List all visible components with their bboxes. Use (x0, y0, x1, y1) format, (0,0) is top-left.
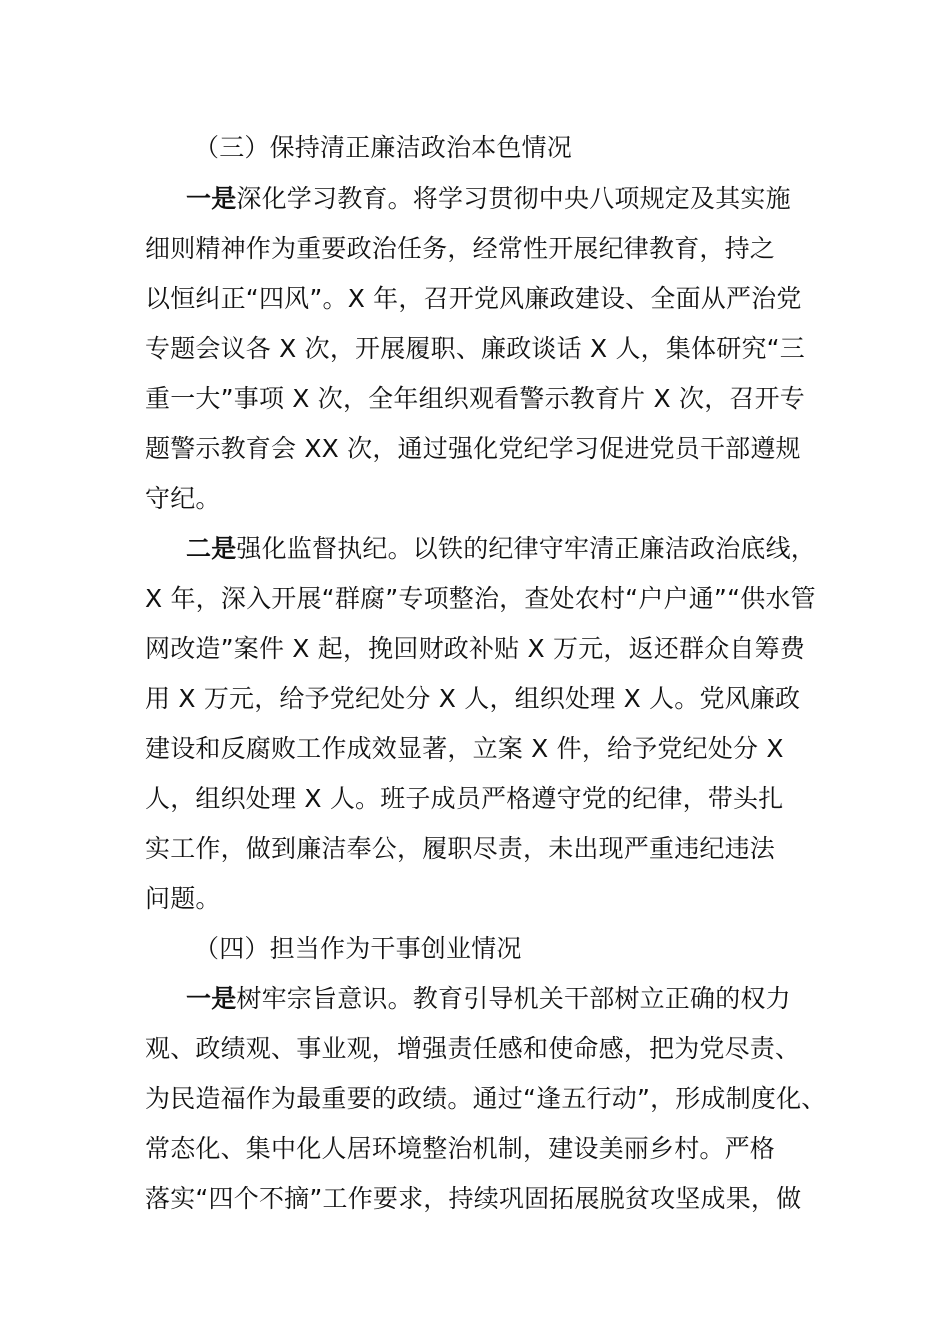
paragraph-line: X 年，深入开展“群腐”专项整治，查处农村“户户通”“供水管 (145, 584, 816, 613)
paragraph-line: 专题会议各 X 次，开展履职、廉政谈话 X 人，集体研究“三 (145, 334, 805, 363)
paragraph-text: 强化监督执纪。以铁的纪律守牢清正廉洁政治底线， (236, 534, 817, 563)
section-heading-3: （三）保持清正廉洁政治本色情况 (194, 133, 573, 162)
paragraph-line (186, 534, 816, 564)
paragraph-line: 以恒纠正“四风”。X 年，召开党风廉政建设、全面从严治党 (145, 284, 802, 313)
paragraph-line: 用 X 万元，给予党纪处分 X 人，组织处理 X 人。党风廉政 (145, 684, 801, 713)
paragraph-line: 细则精神作为重要政治任务，经常性开展纪律教育，持之 (145, 234, 776, 263)
paragraph-line: 题警示教育会 XX 次，通过强化党纪学习促进党员干部遵规 (145, 434, 801, 463)
paragraph-line: 建设和反腐败工作成效显著，立案 X 件，给予党纪处分 X (145, 734, 784, 763)
section-heading-4: （四）担当作为干事创业情况 (194, 934, 522, 963)
paragraph-line: 问题。 (145, 884, 221, 913)
paragraph-lead: 一是 (186, 984, 237, 1013)
paragraph-line: 观、政绩观、事业观，增强责任感和使命感，把为党尽责、 (145, 1034, 801, 1063)
paragraph-line (186, 984, 791, 1014)
paragraph-line: 常态化、集中化人居环境整治机制，建设美丽乡村。严格 (145, 1134, 776, 1163)
paragraph-line: 为民造福作为最重要的政绩。通过“逢五行动”，形成制度化、 (145, 1084, 827, 1113)
paragraph-text: 树牢宗旨意识。教育引导机关干部树立正确的权力 (236, 984, 791, 1013)
paragraph-line: 人，组织处理 X 人。班子成员严格遵守党的纪律，带头扎 (145, 784, 784, 813)
paragraph-line: 守纪。 (145, 484, 221, 513)
paragraph-text: 深化学习教育。将学习贯彻中央八项规定及其实施 (236, 184, 791, 213)
paragraph-line: 网改造”案件 X 起，挽回财政补贴 X 万元，返还群众自筹费 (145, 634, 805, 663)
paragraph-lead: 一是 (186, 184, 237, 213)
paragraph-lead: 二是 (186, 534, 237, 563)
paragraph-line (186, 184, 791, 214)
paragraph-line: 实工作，做到廉洁奉公，履职尽责，未出现严重违纪违法 (145, 834, 776, 863)
paragraph-line: 落实“四个不摘”工作要求，持续巩固拓展脱贫攻坚成果，做 (145, 1184, 802, 1213)
paragraph-line: 重一大”事项 X 次，全年组织观看警示教育片 X 次，召开专 (145, 384, 805, 413)
